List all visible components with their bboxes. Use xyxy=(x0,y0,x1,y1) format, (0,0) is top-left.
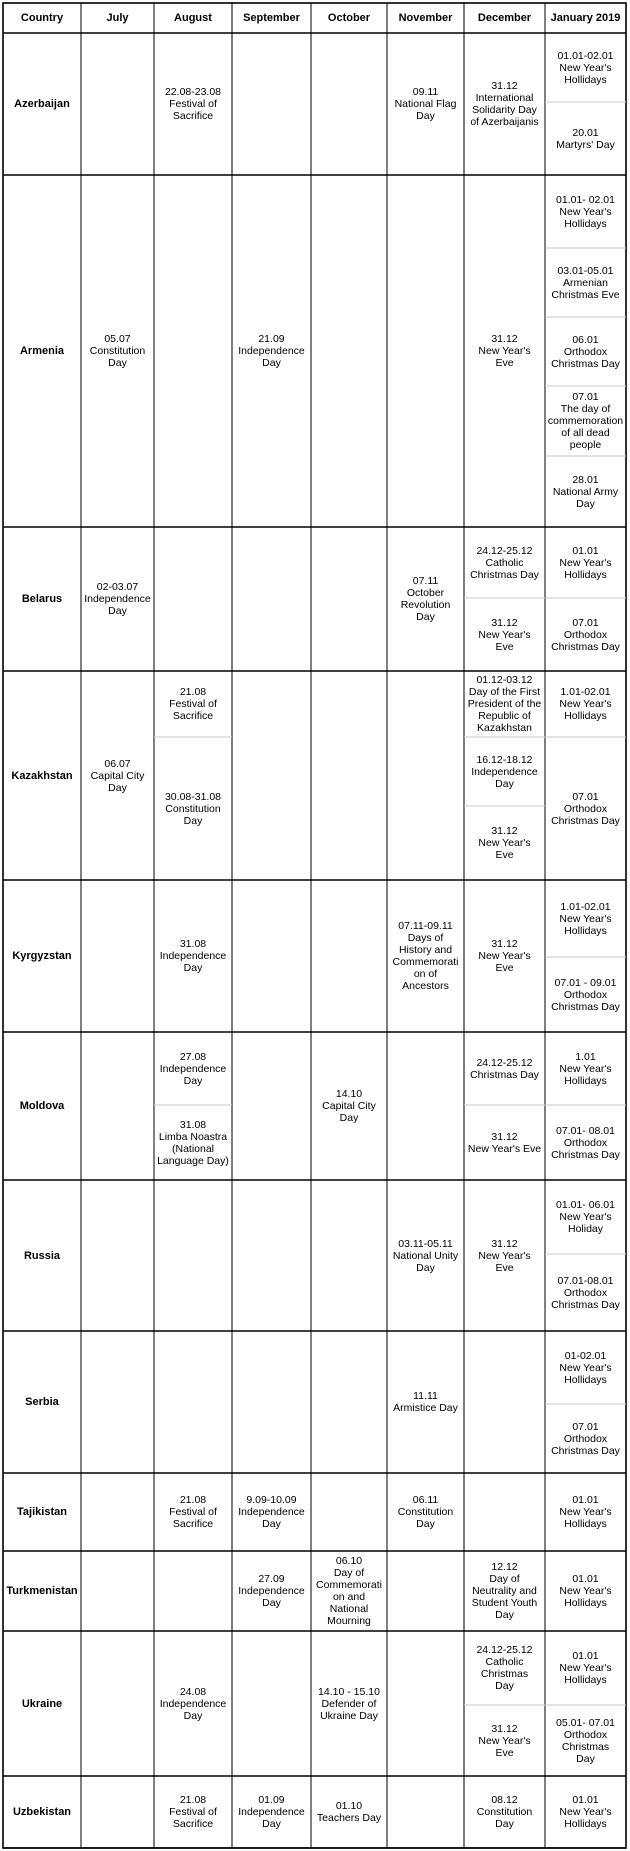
holiday-entry: 01.01 New Year's Hollidays xyxy=(559,1494,612,1530)
country-name: Moldova xyxy=(19,1100,65,1112)
holiday-entry: 27.08 Independence Day xyxy=(159,1050,227,1087)
holiday-entry: 1.01 New Year's Hollidays xyxy=(559,1050,612,1087)
holiday-entry: 07.01 Orthodox Christmas Day xyxy=(551,1420,620,1457)
holiday-entry: 09.11 National Flag Day xyxy=(394,86,457,122)
holiday-entry: 31.12 International Solidarity Day of Azerbaijanis xyxy=(470,80,539,128)
holiday-entry: 06.10 Day of Commemorati on and National Mourning xyxy=(316,1555,382,1627)
holiday-entry: 21.09 Independence Day xyxy=(238,333,305,369)
holiday-entry: 07.01 Orthodox Christmas Day xyxy=(551,616,620,653)
holiday-entry: 01.10 Teachers Day xyxy=(316,1800,382,1824)
holiday-entry: 06.11 Constitution Day xyxy=(397,1494,454,1530)
holiday-entry: 11.11 Armistice Day xyxy=(393,1390,458,1414)
holiday-entry: 01.12-03.12 Day of the First President of the Republic of Kazakhstan xyxy=(467,674,542,734)
holiday-entry: 21.08 Festival of Sacrifice xyxy=(169,686,217,722)
holiday-entry: 03.01-05.01 Armenian Christmas Eve xyxy=(551,264,620,301)
country-name: Armenia xyxy=(19,345,65,357)
holiday-entry: 01-02.01 New Year's Hollidays xyxy=(559,1349,612,1386)
holiday-entry: 31.12 New Year's Eve xyxy=(478,616,531,653)
holiday-entry: 31.12 New Year's Eve xyxy=(478,1237,531,1274)
holiday-entry: 03.11-05.11 National Unity Day xyxy=(392,1237,459,1274)
holiday-entry: 07.01- 08.01 Orthodox Christmas Day xyxy=(551,1124,620,1161)
holiday-entry: 01.09 Independence Day xyxy=(238,1794,305,1830)
column-header: November xyxy=(398,12,453,24)
holiday-entry: 30.08-31.08 Constitution Day xyxy=(164,790,222,827)
holiday-entry: 31.12 New Year's Eve xyxy=(478,1722,531,1759)
holiday-entry: 14.10 - 15.10 Defender of Ukraine Day xyxy=(318,1685,380,1722)
holiday-entry: 07.01 The day of commemoration of all dead people xyxy=(547,391,624,451)
holiday-entry: 31.12 New Year's Eve xyxy=(478,825,531,861)
holiday-entry: 20.01 Martyrs' Day xyxy=(556,126,615,151)
holiday-entry: 05.07 Constitution Day xyxy=(89,333,146,369)
holiday-entry: 07.11-09.11 Days of History and Commemorati on of Ancestors xyxy=(392,920,459,992)
holiday-entry: 31.12 New Year's Eve xyxy=(467,1130,542,1155)
holiday-entry: 01.01 New Year's Hollidays xyxy=(559,1650,612,1686)
holiday-entry: 07.01 Orthodox Christmas Day xyxy=(551,790,620,827)
country-name: Turkmenistan xyxy=(6,1585,78,1597)
holiday-entry: 07.01 - 09.01 Orthodox Christmas Day xyxy=(551,976,620,1013)
holiday-entry: 01.01- 02.01 New Year's Hollidays xyxy=(556,193,615,230)
country-name: Tajikistan xyxy=(17,1506,67,1518)
country-name: Kazakhstan xyxy=(11,769,73,782)
holiday-entry: 28.01 National Army Day xyxy=(552,473,619,510)
country-name: Belarus xyxy=(21,593,63,605)
country-name: Azerbaijan xyxy=(14,98,70,110)
column-header: July xyxy=(106,12,129,24)
holiday-entry: 01.01-02.01 New Year's Hollidays xyxy=(557,49,614,86)
holiday-entry: 07.01-08.01 Orthodox Christmas Day xyxy=(551,1274,620,1311)
holiday-entry: 24.12-25.12 Catholic Christmas Day xyxy=(476,1644,533,1692)
holiday-entry: 01.01- 06.01 New Year's Holiday xyxy=(556,1199,615,1235)
country-name: Russia xyxy=(23,1249,61,1262)
holiday-entry: 24.12-25.12 Catholic Christmas Day xyxy=(470,544,539,581)
column-header: December xyxy=(477,12,532,24)
holiday-entry: 22.08-23.08 Festival of Sacrifice xyxy=(164,86,222,122)
holiday-entry: 27.09 Independence Day xyxy=(238,1573,305,1609)
column-header: October xyxy=(327,12,371,24)
holiday-entry: 9.09-10.09 Independence Day xyxy=(238,1494,305,1530)
holiday-entry: 01.01 New Year's Hollidays xyxy=(559,1573,612,1609)
holiday-entry: 07.11 October Revolution Day xyxy=(400,575,451,623)
holiday-entry: 06.01 Orthodox Christmas Day xyxy=(551,333,620,370)
country-name: Serbia xyxy=(25,1396,59,1408)
holiday-entry: 08.12 Constitution Day xyxy=(476,1794,533,1830)
holiday-entry: 24.08 Independence Day xyxy=(159,1685,227,1722)
holiday-entry: 1.01-02.01 New Year's Hollidays xyxy=(559,900,612,937)
holiday-entry: 31.12 New Year's Eve xyxy=(478,333,531,369)
holiday-entry: 24.12-25.12 Christmas Day xyxy=(470,1056,539,1081)
column-header: September xyxy=(243,12,300,24)
holiday-entry: 14.10 Capital City Day xyxy=(322,1088,376,1124)
holiday-entry: 31.08 Independence Day xyxy=(159,938,227,974)
holiday-entry: 06.07 Capital City Day xyxy=(90,757,145,794)
holiday-entry: 1.01-02.01 New Year's Hollidays xyxy=(559,686,612,722)
country-name: Uzbekistan xyxy=(12,1806,72,1818)
holiday-entry: 01.01 New Year's Hollidays xyxy=(559,544,612,581)
holiday-entry: 05.01- 07.01 Orthodox Christmas Day xyxy=(556,1716,615,1765)
country-name: Ukraine xyxy=(21,1697,63,1710)
holiday-entry: 01.01 New Year's Hollidays xyxy=(559,1794,612,1830)
holiday-entry: 31.12 New Year's Eve xyxy=(478,938,531,974)
column-header: Country xyxy=(20,12,64,24)
holiday-entry: 12.12 Day of Neutrality and Student Youth Day xyxy=(471,1561,538,1621)
column-header: August xyxy=(174,12,212,24)
column-header: January 2019 xyxy=(550,12,621,24)
country-name: Kyrgyzstan xyxy=(12,950,72,962)
holiday-entry: 31.08 Limba Noastra (National Language Day) xyxy=(157,1118,229,1167)
holiday-entry: 21.08 Festival of Sacrifice xyxy=(169,1494,217,1530)
holiday-entry: 16.12-18.12 Independence Day xyxy=(471,753,538,790)
holiday-entry: 21.08 Festival of Sacrifice xyxy=(169,1794,217,1830)
holiday-entry: 02-03.07 Independence Day xyxy=(84,581,151,617)
